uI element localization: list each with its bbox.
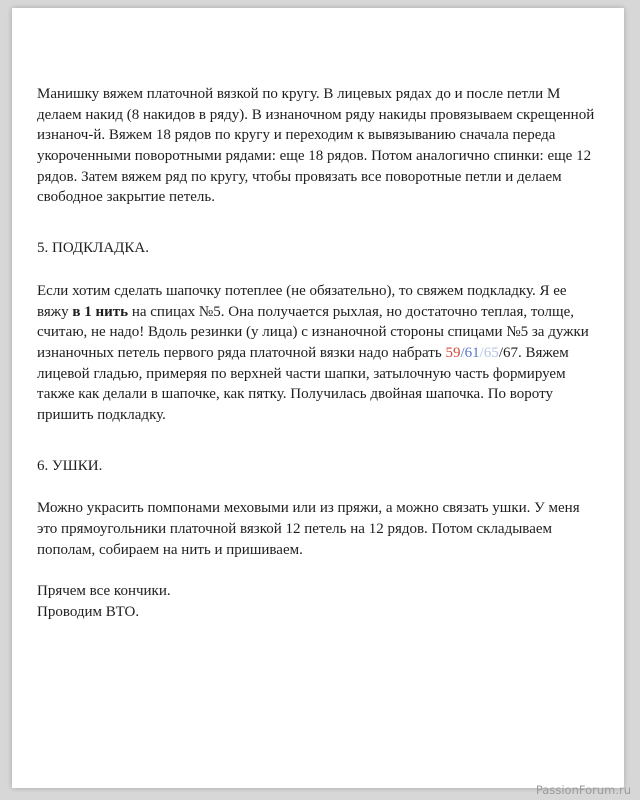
stitch-count-65: /65 — [479, 344, 499, 361]
intro-paragraph: Манишку вяжем платочной вязкой по кругу. В лицевых рядах до и после петли М делаем накид (8 накидов в ряду). В изнаночном ряду накиды провязываем скрещенной изнаноч-й. Вяжем 18 рядов по кругу и переходим к вывязыванию сначала переда укороченными поворотными рядами: еще 18 рядов. Потом аналогично спинки: еще 12 рядов. Затем вяжем ряд по кругу, чтобы провязать все поворотные петли и делаем свободное закрытие петель. — [37, 86, 595, 206]
stitch-count-59: 59 — [445, 344, 461, 361]
closing-line-ends: Прячем все кончики. — [37, 583, 171, 600]
document-page — [12, 8, 624, 788]
stitch-count-61: /61 — [460, 344, 480, 361]
section6-paragraph: Можно украсить помпонами меховыми или из пряжи, а можно связать ушки. У меня это прямоугольники платочной вязкой 12 петель на 12 рядов. Потом складываем пополам, собираем на нить и пришиваем. — [37, 500, 580, 558]
closing-line-vto: Проводим ВТО. — [37, 604, 140, 621]
section6-heading: 6. УШКИ. — [37, 457, 103, 474]
section5-text-a: Если хотим сделать шапочку потеплее (не обязательно), то свяжем подкладку. Я ее вяжу — [37, 282, 567, 320]
watermark: PassionForum.ru — [535, 783, 631, 797]
section5-text-b: на спицах №5. Она получается рыхлая, но достаточно теплая, толще, считаю, не надо! Вдоль резинки (у лица) с изнаночной стороны спицами №5 за дужки изнаночных петель первого ряда платочной вязки надо набрать — [37, 303, 589, 361]
section5-heading: 5. ПОДКЛАДКА. — [37, 240, 149, 257]
section5-paragraph — [37, 281, 600, 426]
stitch-count-67: /67 — [498, 344, 518, 361]
section5-text-c: . Вяжем лицевой гладью, примеряя по верхней части шапки, затылочную часть формируем также как делали в шапочке, как пятку. Получилась двойная шапочка. По вороту пришить подкладку. — [37, 344, 569, 423]
section5-bold-phrase: в 1 нить — [72, 303, 129, 320]
